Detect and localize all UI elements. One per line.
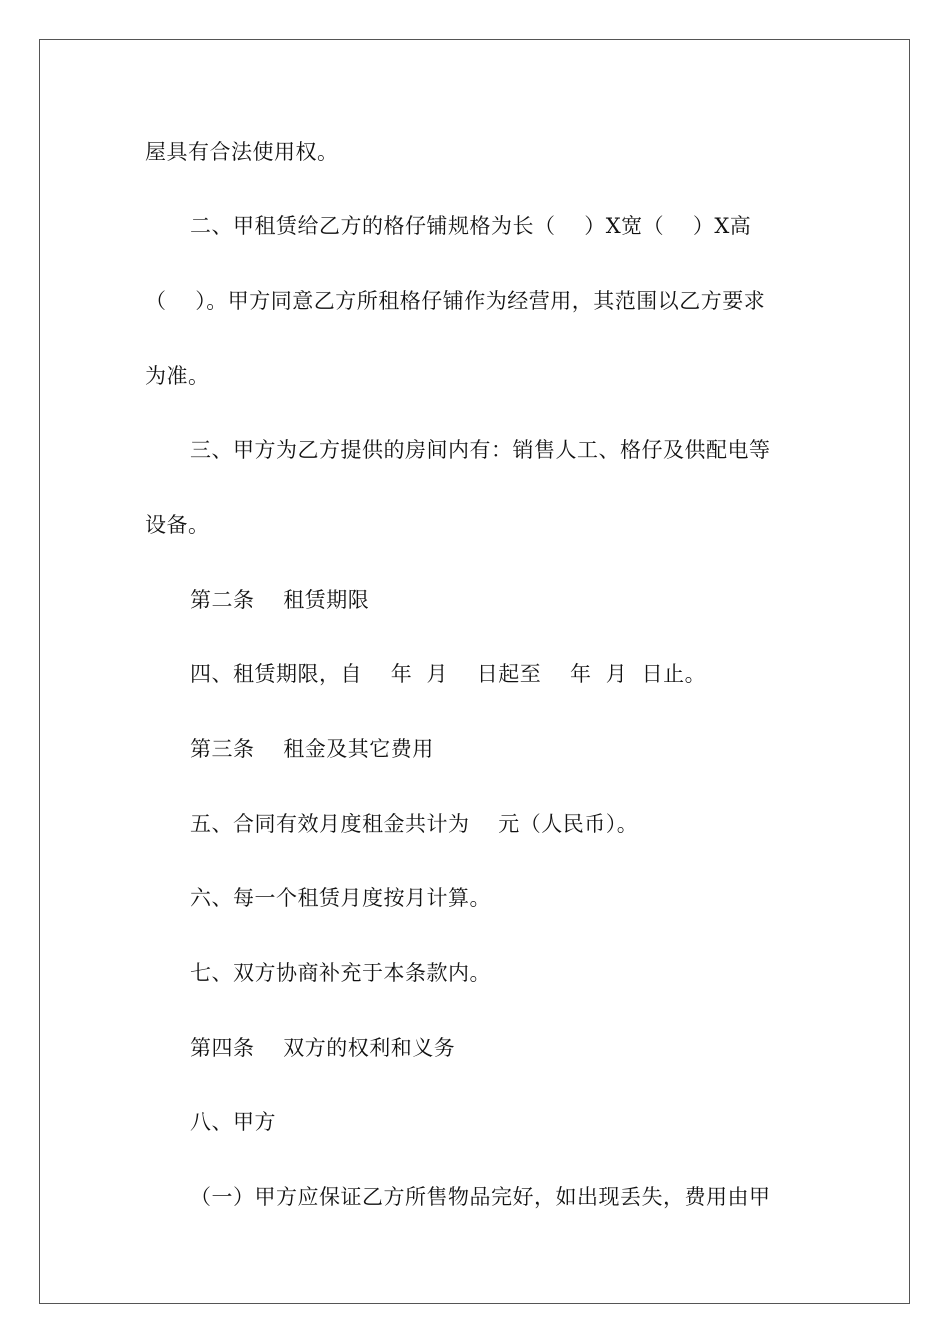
section-heading-2: 第二条 租赁期限 — [190, 588, 370, 612]
text-line-2: 二、甲租赁给乙方的格仔铺规格为长（ ）X宽（ ）X高 — [190, 214, 752, 238]
text-line-5: 三、甲方为乙方提供的房间内有：销售人工、格仔及供配电等 — [190, 438, 771, 462]
text-line-8: 四、租赁期限，自 年 月 日起至 年 月 日止。 — [190, 662, 707, 686]
text-line-3: （ ）。甲方同意乙方所租格仔铺作为经营用，其范围以乙方要求 — [145, 289, 766, 313]
text-line-12: 七、双方协商补充于本条款内。 — [190, 961, 491, 985]
section-heading-4: 第四条 双方的权利和义务 — [190, 1036, 456, 1060]
text-line-14: 八、甲方 — [190, 1110, 276, 1134]
text-line-15: （一）甲方应保证乙方所售物品完好，如出现丢失，费用由甲 — [190, 1185, 771, 1209]
text-line-11: 六、每一个租赁月度按月计算。 — [190, 886, 491, 910]
text-line-4: 为准。 — [145, 364, 210, 388]
text-line-10: 五、合同有效月度租金共计为 元（人民币）。 — [190, 812, 639, 836]
text-line-6: 设备。 — [145, 513, 210, 537]
text-line-1: 屋具有合法使用权。 — [145, 140, 339, 164]
section-heading-3: 第三条 租金及其它费用 — [190, 737, 434, 761]
